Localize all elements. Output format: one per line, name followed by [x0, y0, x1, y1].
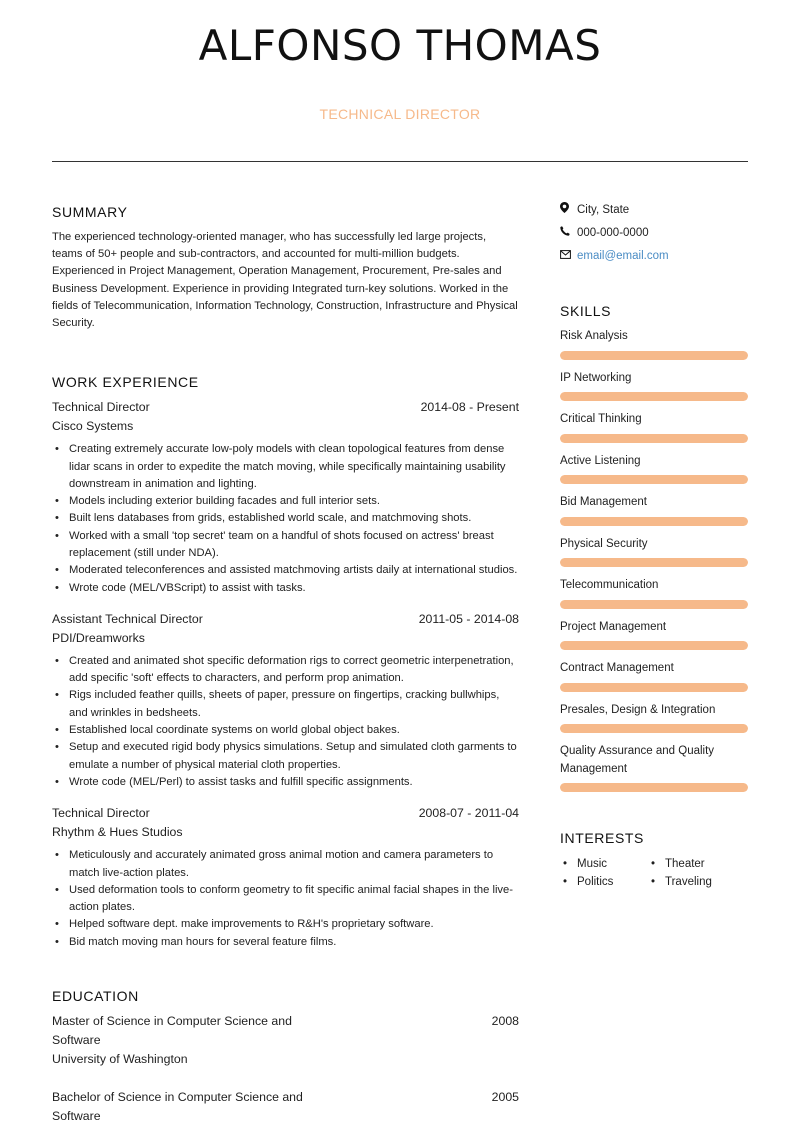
job-list: [52, 398, 519, 951]
job-bullet: • Used deformation tools to conform geometry to fit specific animal facial shapes in the live-action plates.: [52, 882, 519, 917]
job-bullets: [52, 441, 519, 597]
job-bullet: • Wrote code (MEL/Perl) to assist tasks and fulfill specific assignments.: [52, 774, 519, 791]
job-dates: 2011-05 - 2014-08: [418, 611, 519, 626]
education-header: [52, 1012, 519, 1050]
education-header: [52, 1088, 519, 1126]
location-text: City, State: [577, 204, 630, 216]
skill-bar: [560, 600, 748, 609]
skill-bar-fill: [560, 475, 748, 484]
skill-bar: [560, 783, 748, 792]
job-bullet: • Creating extremely accurate low-poly models with clean topological features from dense lidar scans in order to expedite the match moving, while specifically maintaining usability downstream in animation and lighting.: [52, 441, 519, 493]
skills-section: [560, 303, 748, 792]
skill-item: [560, 411, 748, 443]
interest-item: • Politics: [560, 874, 648, 892]
summary-section: [52, 204, 519, 332]
job-bullets: [52, 847, 519, 951]
education-list: [52, 1012, 519, 1126]
skill-item: [560, 702, 748, 734]
job-bullet: • Rigs included feather quills, sheets of paper, pressure on fingertips, cracking bullwhips, and wrinkles in bedsheets.: [52, 687, 519, 722]
interests-section: [560, 830, 748, 891]
job-bullet: • Meticulously and accurately animated gross animal motion and camera parameters to match live-action plates.: [52, 847, 519, 882]
interest-item: • Traveling: [648, 874, 748, 892]
skill-item: [560, 328, 748, 360]
skill-bar: [560, 517, 748, 526]
job-title: Technical Director: [52, 806, 150, 821]
header-divider: [52, 161, 748, 162]
job-header: [52, 610, 519, 629]
interest-item: • Theater: [648, 856, 748, 874]
map-pin-icon: [560, 202, 577, 218]
summary-text: The experienced technology-oriented manager, who has successfully led large projects, teams of 50+ people and sub-contractors, and accounted for multi-million budgets. Experienced in Project Management, Operation Management, Procurement, Pre-sales and Business Development. Experience in providing Integrated turn-key solutions. Worked in the fields of Telecommunication, Information Technology, Construction, Infrastructure and Physical Security.: [52, 231, 518, 330]
job-company: Cisco Systems: [52, 419, 134, 434]
skill-name: Risk Analysis: [560, 330, 628, 342]
contact-block: [560, 202, 748, 264]
job-dates: 2008-07 - 2011-04: [418, 806, 519, 821]
skill-bar: [560, 434, 748, 443]
skill-bar-fill: [560, 558, 748, 567]
phone-text: 000-000-0000: [577, 227, 649, 239]
job-entry: [52, 398, 519, 597]
skill-item: [560, 370, 748, 402]
skill-bar-fill: [560, 434, 748, 443]
skill-bar-fill: [560, 351, 748, 360]
job-bullet: • Setup and executed rigid body physics simulations. Setup and simulated cloth garments to emulate a number of physical material cloth properties.: [52, 739, 519, 774]
job-entry: [52, 610, 519, 791]
skill-name: Critical Thinking: [560, 413, 642, 425]
skill-bar: [560, 392, 748, 401]
education-school: University of Washington: [52, 1052, 188, 1067]
education-section: [52, 988, 519, 1126]
job-bullet: • Worked with a small 'top secret' team on a handful of shots focused on actress' breast replacement (still under NDA).: [52, 528, 519, 563]
skill-bar: [560, 558, 748, 567]
skill-name: Project Management: [560, 620, 667, 633]
interest-item: • Music: [560, 856, 648, 874]
skill-bar: [560, 641, 748, 650]
work-experience-heading: WORK EXPERIENCE: [52, 374, 199, 391]
candidate-title: TECHNICAL DIRECTOR: [319, 106, 481, 122]
skill-bar-fill: [560, 600, 748, 609]
job-company: Rhythm & Hues Studios: [52, 825, 183, 840]
interests-heading: INTERESTS: [560, 830, 644, 846]
job-header: [52, 398, 519, 417]
contact-location: [560, 202, 748, 218]
candidate-name: ALFONSO THOMAS: [198, 21, 602, 70]
job-title: Technical Director: [52, 400, 150, 415]
job-title: Assistant Technical Director: [52, 611, 203, 626]
education-year: 2005: [491, 1090, 519, 1105]
work-experience-section: [52, 374, 519, 951]
contact-email: [560, 248, 748, 264]
skill-bar-fill: [560, 783, 748, 792]
education-heading: EDUCATION: [52, 988, 139, 1005]
skill-name: IP Networking: [560, 371, 632, 384]
skill-item: [560, 453, 748, 485]
job-bullet: • Created and animated shot specific deformation rigs to correct geometric interpenetration, add specific 'soft' effects to characters, and perform prop animation.: [52, 653, 519, 688]
education-degree: Bachelor of Science in Computer Science and Software: [52, 1090, 303, 1124]
job-bullet: • Wrote code (MEL/VBScript) to assist with tasks.: [52, 580, 519, 597]
job-dates: 2014-08 - Present: [420, 400, 519, 415]
skill-name: Physical Security: [560, 537, 648, 550]
skill-name: Active Listening: [560, 454, 641, 467]
contact-phone: [560, 225, 748, 241]
skills-list: [560, 328, 748, 792]
skill-item: [560, 743, 748, 792]
skill-bar-fill: [560, 683, 748, 692]
skills-heading: SKILLS: [560, 303, 612, 319]
job-header: [52, 804, 519, 823]
skill-bar-fill: [560, 724, 748, 733]
interests-list: [560, 856, 748, 891]
job-bullet: • Built lens databases from grids, established world scale, and matchmoving shots.: [52, 510, 519, 527]
job-bullets: [52, 653, 519, 791]
skill-bar-fill: [560, 517, 748, 526]
skill-name: Bid Management: [560, 496, 647, 508]
skill-item: [560, 577, 748, 609]
job-bullet: • Models including exterior building facades and full interior sets.: [52, 493, 519, 510]
skill-item: [560, 660, 748, 692]
skill-name: Quality Assurance and Quality Management: [560, 745, 715, 775]
job-company: PDI/Dreamworks: [52, 630, 145, 645]
job-bullet: • Established local coordinate systems on world global object bakes.: [52, 722, 519, 739]
skill-bar-fill: [560, 392, 748, 401]
skill-item: [560, 494, 748, 526]
email-link[interactable]: email@email.com: [577, 250, 669, 262]
job-bullet: • Bid match moving man hours for several feature films.: [52, 934, 519, 951]
skill-bar: [560, 475, 748, 484]
job-bullet: • Moderated teleconferences and assisted matchmoving artists daily at international studios.: [52, 562, 519, 579]
skill-bar: [560, 683, 748, 692]
phone-icon: [560, 225, 577, 241]
sidebar-column: [560, 202, 748, 891]
skill-bar: [560, 724, 748, 733]
education-entry: [52, 1088, 519, 1126]
skill-name: Presales, Design & Integration: [560, 703, 716, 716]
main-column: [52, 204, 519, 1128]
skill-bar: [560, 351, 748, 360]
summary-heading: SUMMARY: [52, 204, 128, 220]
skill-name: Contract Management: [560, 662, 674, 674]
skill-bar-fill: [560, 641, 748, 650]
education-year: 2008: [491, 1014, 519, 1029]
envelope-icon: [560, 248, 577, 264]
job-bullet: • Helped software dept. make improvements to R&H's proprietary software.: [52, 916, 519, 933]
skill-item: [560, 536, 748, 568]
skill-item: [560, 619, 748, 651]
skill-name: Telecommunication: [560, 579, 659, 591]
job-entry: [52, 804, 519, 951]
education-entry: [52, 1012, 519, 1069]
education-degree: Master of Science in Computer Science and Software: [52, 1014, 292, 1048]
